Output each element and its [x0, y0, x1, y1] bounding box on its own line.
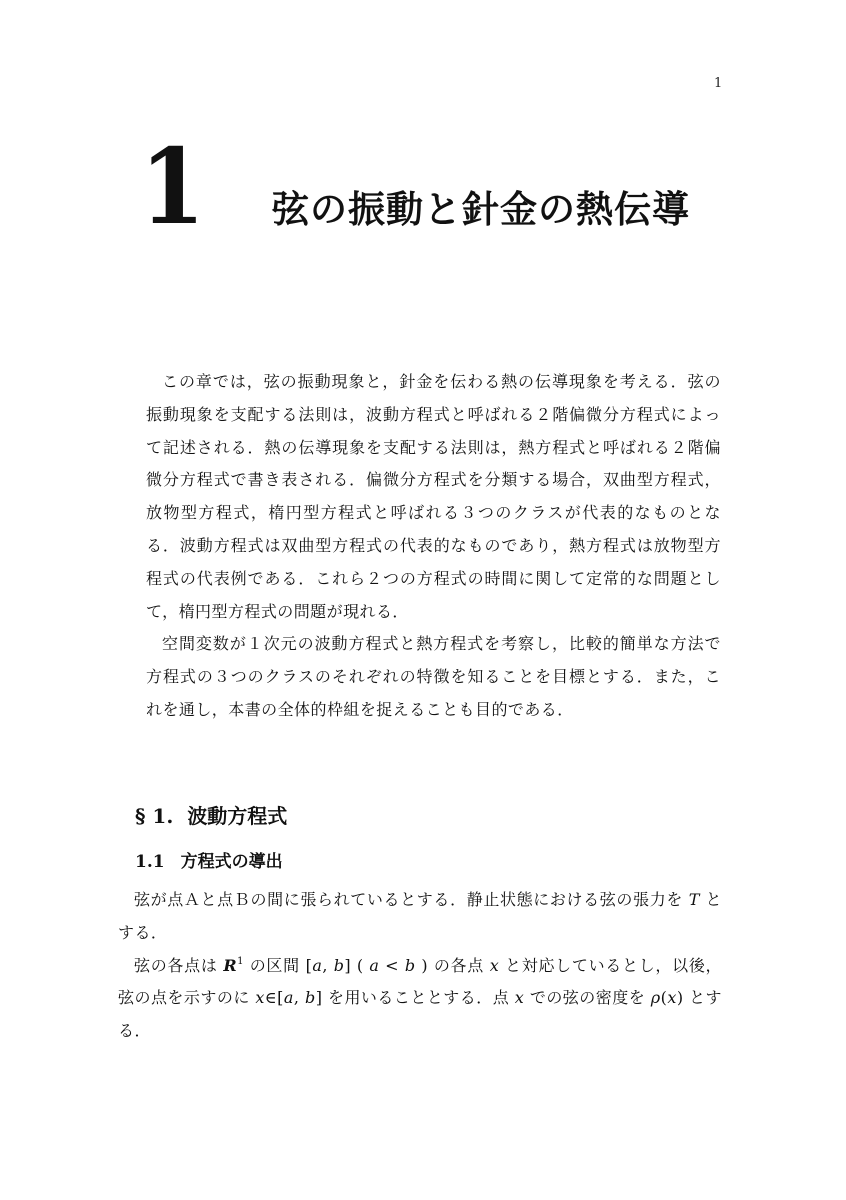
- text-run: の区間 [: [243, 955, 313, 975]
- section-title: 波動方程式: [187, 804, 288, 828]
- body-paragraph: [118, 884, 722, 950]
- text-run: とする．: [118, 890, 722, 942]
- subsection-number: 1.1: [135, 852, 165, 872]
- text-run: 弦が点Ａと点Ｂの間に張られているとする．静止状態における弦の張力を: [134, 890, 689, 909]
- text-run: ,: [293, 988, 305, 1008]
- body-text: [118, 884, 722, 1048]
- text-run: と対応しているとし，以後，弦の点を示すのに: [118, 955, 722, 1008]
- math-a: a: [369, 955, 380, 975]
- math-a: a: [283, 988, 294, 1008]
- subsection-title: 方程式の導出: [180, 852, 283, 872]
- math-x: x: [514, 988, 525, 1008]
- math-rho: ρ: [650, 988, 661, 1008]
- math-operator: ∈[: [264, 988, 284, 1008]
- section-heading: [135, 802, 287, 830]
- math-a: a: [312, 955, 323, 975]
- subsection-heading: [135, 850, 283, 874]
- math-superscript: 1: [237, 955, 244, 967]
- chapter-title: 弦の振動と針金の熱伝導: [272, 188, 690, 231]
- math-paren: (: [660, 988, 668, 1008]
- math-b: b: [305, 988, 316, 1008]
- text-run: とする．: [118, 988, 723, 1041]
- text-run: 弦の各点は: [134, 955, 224, 975]
- page-number: 1: [714, 76, 723, 91]
- text-run: での弦の密度を: [524, 988, 651, 1008]
- math-x: x: [489, 955, 500, 975]
- math-x: x: [255, 988, 265, 1008]
- chapter-number: 1: [140, 125, 206, 248]
- math-b: b: [333, 955, 345, 975]
- math-b: b: [404, 955, 416, 975]
- body-paragraph: [118, 950, 722, 1048]
- math-paren: ): [676, 988, 684, 1008]
- abstract-paragraph: 空間変数が１次元の波動方程式と熱方程式を考察し，比較的簡単な方法で方程式の３つのクラスのそれぞれの特徴を知ることを目標とする．また，これを通し，本書の全体的枠組を捉えることも目的である．: [146, 634, 721, 719]
- abstract-paragraph: この章では，弦の振動現象と，針金を伝わる熱の伝導現象を考える．弦の振動現象を支配する法則は，波動方程式と呼ばれる２階偏微分方程式によって記述される．熱の伝導現象を支配する法則は，熱方程式と呼ばれる２階偏微分方程式で書き表される．偏微分方程式を分類する場合，双曲型方程式，放物型方程式，楕円型方程式と呼ばれる３つのクラスが代表的なものとなる．波動方程式は双曲型方程式の代表的なものであり，熱方程式は放物型方程式の代表例である．これら２つの方程式の時間に関して定常的な問題として，楕円型方程式の問題が現れる．: [146, 372, 721, 621]
- math-R: R: [223, 955, 238, 975]
- text-run: ] を用いることとする．点: [315, 988, 515, 1008]
- text-run: ,: [322, 955, 334, 975]
- text-run: ] (: [344, 955, 370, 975]
- math-T: T: [688, 890, 700, 909]
- chapter-abstract: [146, 366, 721, 727]
- math-operator: <: [379, 955, 405, 975]
- section-number: § 1.: [135, 804, 174, 828]
- text-run: ) の各点: [415, 955, 490, 975]
- math-x: x: [667, 988, 677, 1008]
